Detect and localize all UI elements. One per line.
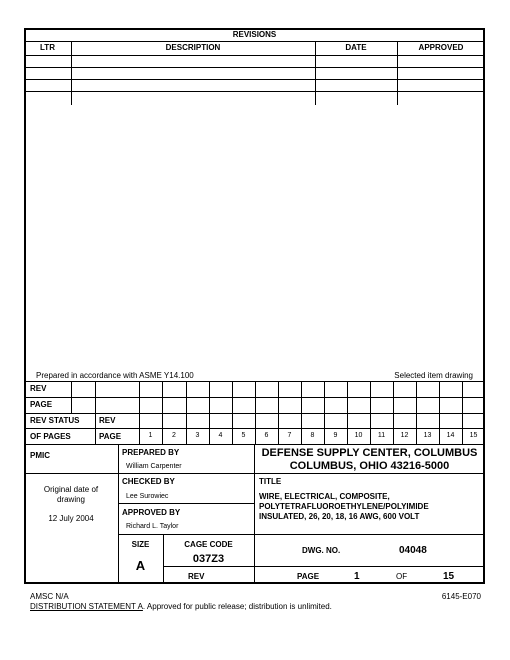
org-line-1: DEFENSE SUPPLY CENTER, COLUMBUS — [261, 447, 478, 459]
page-number-7: 7 — [287, 432, 292, 439]
distribution-statement-label: DISTRIBUTION STATEMENT A — [30, 602, 143, 611]
dwg-no-label: DWG. NO. — [302, 546, 341, 555]
amsc-note: AMSC N/A — [30, 592, 69, 601]
rev-status-label: REV STATUS — [30, 416, 80, 425]
distribution-statement — [30, 602, 332, 611]
page-number-3: 3 — [195, 432, 200, 439]
approved-by-label: APPROVED BY — [122, 508, 181, 517]
form-number: 6145-E070 — [441, 592, 481, 601]
page-number-13: 13 — [423, 432, 432, 439]
cage-code-label: CAGE CODE — [184, 540, 233, 549]
revisions-title: REVISIONS — [232, 30, 277, 39]
org-line-2: COLUMBUS, OHIO 43216-5000 — [289, 460, 450, 472]
rev-status-rev-label: REV — [99, 416, 116, 425]
revisions-header-date: DATE — [345, 43, 367, 52]
of-label: OF — [396, 572, 408, 581]
of-value: 15 — [443, 571, 455, 582]
original-date-value: 12 July 2004 — [48, 514, 94, 523]
prepared-by-name: William Carpenter — [126, 463, 182, 470]
page-number-6: 6 — [264, 432, 269, 439]
page-label: PAGE — [297, 572, 320, 581]
page-number-14: 14 — [446, 432, 455, 439]
title-line-2: POLYTETRAFLUOROETHYLENE/POLYIMIDE — [259, 502, 429, 511]
page-number-1: 1 — [148, 432, 153, 439]
page-number-10: 10 — [354, 432, 363, 439]
distribution-statement-text: . Approved for public release; distribution is unlimited. — [142, 602, 332, 611]
cage-code-value: 037Z3 — [192, 553, 225, 565]
page-number-2: 2 — [172, 432, 176, 439]
title-line-3: INSULATED, 26, 20, 18, 16 AWG, 600 VOLT — [259, 512, 420, 521]
page-number-15: 15 — [469, 432, 478, 439]
page-number-5: 5 — [241, 432, 246, 439]
page-row-label: PAGE — [30, 400, 53, 409]
page-number-12: 12 — [400, 432, 409, 439]
page-number-4: 4 — [218, 432, 223, 439]
selected-item-note: Selected item drawing — [394, 371, 473, 380]
approved-by-name: Richard L. Taylor — [126, 523, 179, 530]
prepared-by-label: PREPARED BY — [122, 448, 180, 457]
of-pages-label: OF PAGES — [30, 432, 71, 441]
title-label: TITLE — [259, 477, 282, 486]
of-pages-page-label: PAGE — [99, 432, 122, 441]
size-label: SIZE — [131, 540, 150, 549]
checked-by-label: CHECKED BY — [122, 477, 175, 486]
revisions-header-approved: APPROVED — [418, 43, 464, 52]
dwg-no-value: 04048 — [399, 545, 427, 556]
revisions-header-description: DESCRIPTION — [165, 43, 221, 52]
rev-row-label: REV — [30, 384, 47, 393]
revisions-header-ltr: LTR — [40, 43, 55, 52]
original-date-label: Original date of drawing — [43, 485, 99, 504]
page-number-9: 9 — [333, 432, 338, 439]
page-number-8: 8 — [310, 432, 315, 439]
title-line-1: WIRE, ELECTRICAL, COMPOSITE, — [259, 492, 390, 501]
asme-note: Prepared in accordance with ASME Y14.100 — [36, 371, 194, 380]
page-value: 1 — [354, 571, 360, 582]
checked-by-name: Lee Surowiec — [126, 493, 169, 500]
page-number-11: 11 — [377, 432, 386, 439]
size-value: A — [135, 558, 146, 573]
rev-label: REV — [188, 572, 205, 581]
pmic-label: PMIC — [30, 451, 50, 460]
